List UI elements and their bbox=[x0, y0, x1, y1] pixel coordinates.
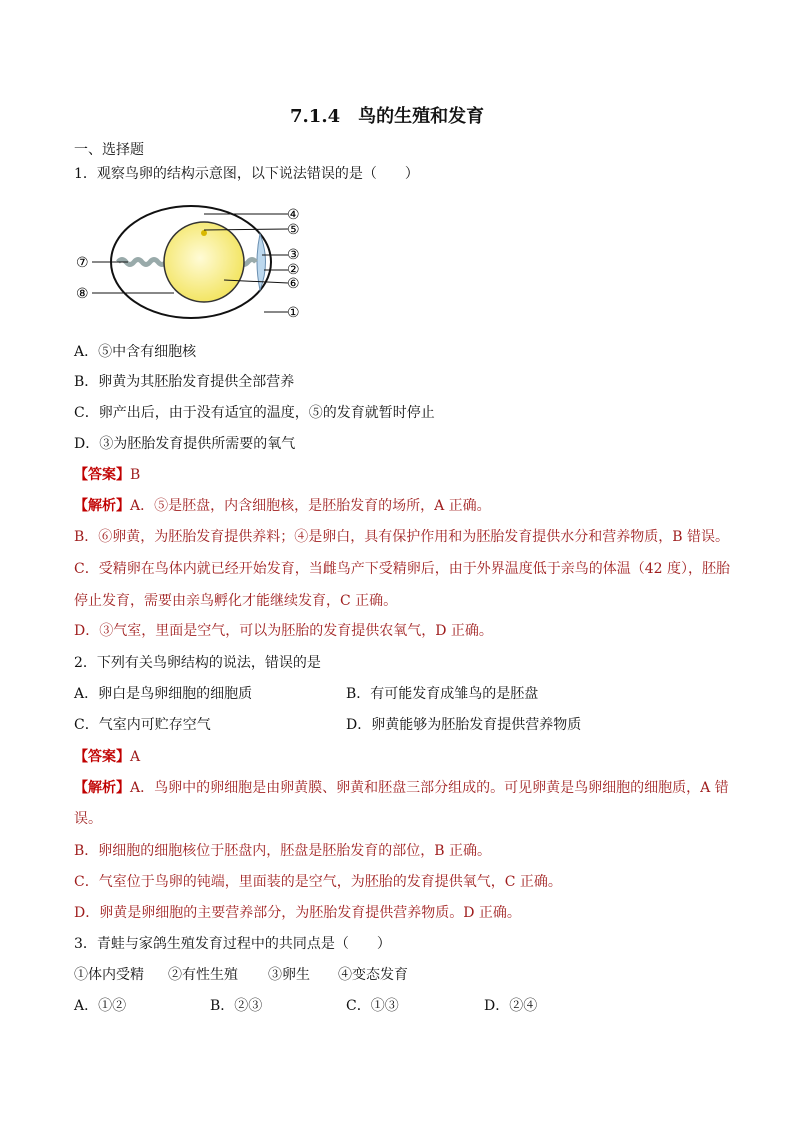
q1-stem: 1．观察鸟卵的结构示意图，以下说法错误的是（ ） bbox=[74, 166, 419, 182]
q3-item: ④变态发育 bbox=[338, 967, 408, 983]
q1-analysis-line: C．受精卵在鸟体内就已经开始发育，当雌鸟产下受精卵后，由于外界温度低于亲鸟的体温（42 度），胚胎 bbox=[74, 561, 730, 577]
germinal-disc bbox=[201, 230, 207, 236]
q2-analysis-line: 误。 bbox=[74, 811, 102, 827]
section-heading: 一、选择题 bbox=[74, 142, 144, 158]
q1-analysis-line: D．③气室，里面是空气，可以为胚胎的发育提供农氧气，D 正确。 bbox=[74, 623, 493, 639]
q1-analysis-line bbox=[74, 497, 491, 515]
q1-analysis-line: B．⑥卵黄，为胚胎发育提供养料；④是卵白，具有保护作用和为胚胎发育提供水分和营养物质，B 错误。 bbox=[74, 529, 730, 545]
analysis-key: 【解析】 bbox=[74, 780, 130, 796]
q2-analysis-line: B．卵细胞的细胞核位于胚盘内，胚盘是胚胎发育的部位，B 正确。 bbox=[74, 843, 492, 859]
diagram-label: ① bbox=[287, 305, 300, 321]
q3-option-b: B．②③ bbox=[210, 998, 263, 1014]
diagram-label: ⑥ bbox=[287, 276, 300, 292]
analysis-text: A．鸟卵中的卵细胞是由卵黄膜、卵黄和胚盘三部分组成的。可见卵黄是鸟卵细胞的细胞质，A 错 bbox=[130, 780, 729, 796]
answer-value: A bbox=[130, 749, 141, 765]
q3-item: ③卵生 bbox=[268, 967, 310, 983]
q2-option-c: C．气室内可贮存空气 bbox=[74, 717, 211, 733]
egg-structure-diagram bbox=[74, 200, 314, 325]
answer-key: 【答案】 bbox=[74, 749, 130, 765]
q1-option-b: B．卵黄为其胚胎发育提供全部营养 bbox=[74, 374, 295, 390]
q1-option-a: A．⑤中含有细胞核 bbox=[74, 344, 197, 360]
diagram-label: ④ bbox=[287, 207, 300, 223]
q3-stem: 3．青蛙与家鸽生殖发育过程中的共同点是（ ） bbox=[74, 936, 391, 952]
analysis-key: 【解析】 bbox=[74, 498, 130, 514]
q2-answer bbox=[74, 748, 140, 766]
q1-answer bbox=[74, 466, 140, 484]
q1-option-d: D．③为胚胎发育提供所需要的氧气 bbox=[74, 436, 296, 452]
q3-item: ②有性生殖 bbox=[168, 967, 238, 983]
diagram-label: ⑧ bbox=[76, 286, 89, 302]
q3-item: ①体内受精 bbox=[74, 967, 144, 983]
q2-option-a: A．卵白是鸟卵细胞的细胞质 bbox=[74, 686, 253, 702]
answer-value: B bbox=[130, 467, 141, 483]
q3-option-c: C．①③ bbox=[346, 998, 399, 1014]
q2-analysis-line: D．卵黄是卵细胞的主要营养部分，为胚胎发育提供营养物质。D 正确。 bbox=[74, 905, 521, 921]
diagram-label: ② bbox=[287, 262, 300, 278]
diagram-label: ③ bbox=[287, 247, 300, 263]
q1-analysis-line: 停止发育，需要由亲鸟孵化才能继续发育，C 正确。 bbox=[74, 593, 398, 609]
answer-key: 【答案】 bbox=[74, 467, 130, 483]
q2-analysis-line bbox=[74, 779, 729, 797]
diagram-label: ⑦ bbox=[76, 255, 89, 271]
q1-option-c: C．卵产出后，由于没有适宜的温度，⑤的发育就暂时停止 bbox=[74, 405, 435, 421]
diagram-label: ⑤ bbox=[287, 222, 300, 238]
q2-option-b: B．有可能发育成雏鸟的是胚盘 bbox=[346, 686, 539, 702]
q3-option-d: D．②④ bbox=[484, 998, 538, 1014]
q2-analysis-line: C．气室位于鸟卵的钝端，里面装的是空气，为胚胎的发育提供氧气，C 正确。 bbox=[74, 874, 562, 890]
page-title: 7.1.4 鸟的生殖和发育 bbox=[290, 106, 485, 127]
q3-option-a: A．①② bbox=[74, 998, 127, 1014]
analysis-text: A．⑤是胚盘，内含细胞核，是胚胎发育的场所，A 正确。 bbox=[130, 498, 491, 514]
q2-stem: 2．下列有关鸟卵结构的说法，错误的是 bbox=[74, 655, 321, 671]
q2-option-d: D．卵黄能够为胚胎发育提供营养物质 bbox=[346, 717, 582, 733]
